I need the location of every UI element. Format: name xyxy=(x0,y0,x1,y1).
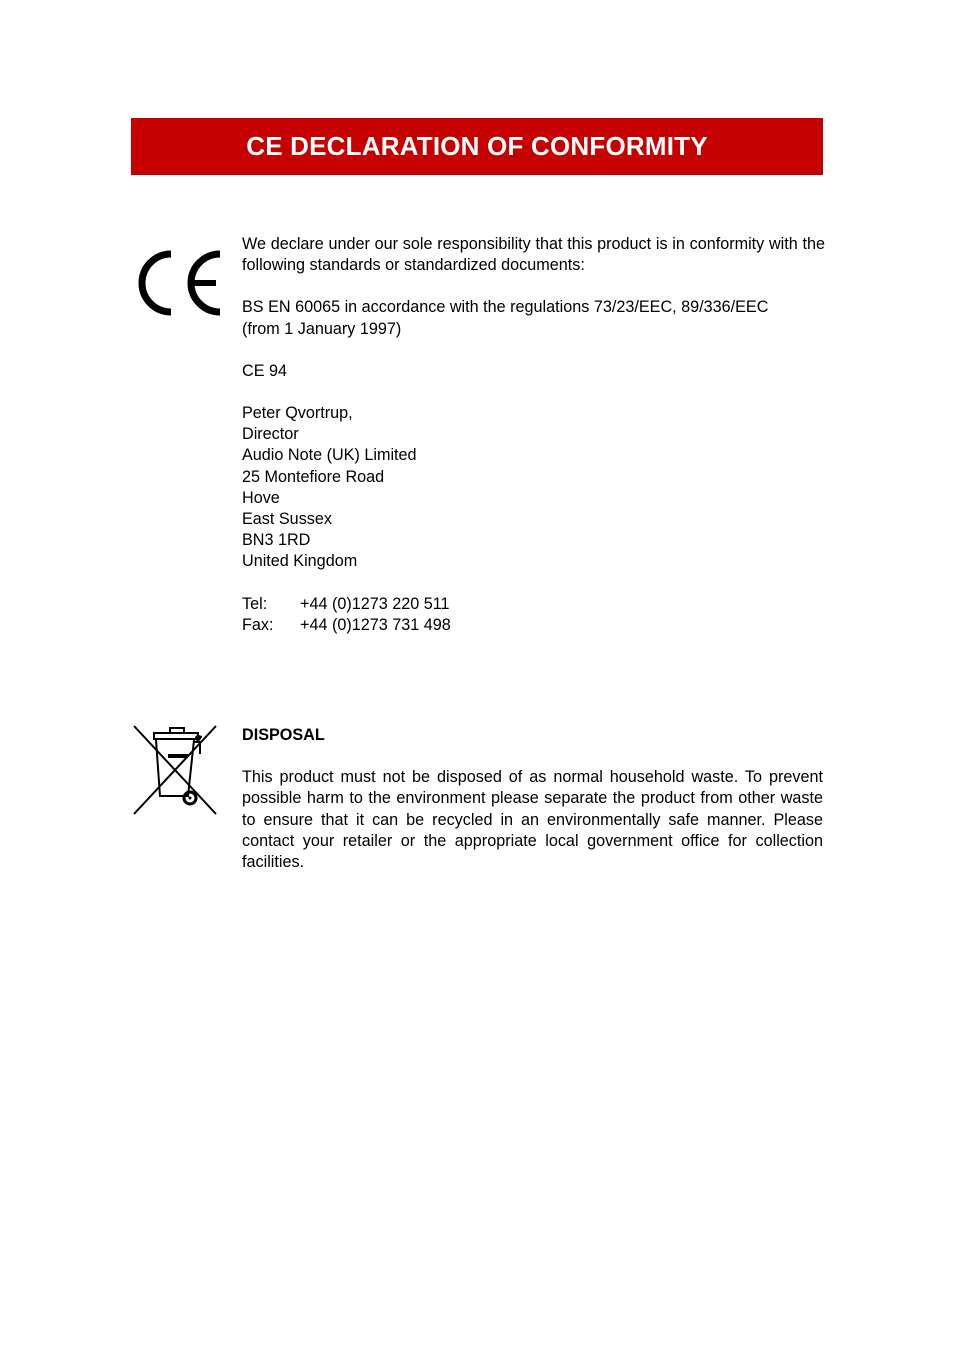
disposal-block xyxy=(242,725,823,873)
tel-label: Tel: xyxy=(242,594,268,613)
address-line: BN3 1RD xyxy=(242,531,311,550)
address-line: Director xyxy=(242,425,299,444)
ce-code: CE 94 xyxy=(242,361,287,380)
ce-mark-icon xyxy=(132,248,224,318)
fax-label: Fax: xyxy=(242,615,274,634)
address-line: Hove xyxy=(242,488,280,507)
disposal-text: This product must not be disposed of as normal household waste. To prevent possible harm to the environment please separate the product from other waste to ensure that it can be recycled in an environmentally safe manner. Please contact your retailer or the appropriate local government office for collection facilities. xyxy=(242,768,823,872)
crossed-out-wheelie-bin-icon xyxy=(132,724,218,816)
address-line: 25 Montefiore Road xyxy=(242,467,385,486)
address-line: Peter Qvortrup, xyxy=(242,404,353,423)
address-block xyxy=(242,403,825,573)
page-title: CE DECLARATION OF CONFORMITY xyxy=(246,131,708,161)
disposal-heading: DISPOSAL xyxy=(242,726,325,744)
tel-value: +44 (0)1273 220 511 xyxy=(300,594,450,613)
standard-line-1: BS EN 60065 in accordance with the regulations 73/23/EEC, 89/336/EEC xyxy=(242,298,769,317)
address-line: United Kingdom xyxy=(242,552,358,571)
header-banner xyxy=(131,118,823,175)
address-line: East Sussex xyxy=(242,510,332,529)
standard-line-2: (from 1 January 1997) xyxy=(242,319,402,338)
tel-row xyxy=(242,594,825,615)
fax-value: +44 (0)1273 731 498 xyxy=(300,615,451,634)
fax-row xyxy=(242,615,825,636)
address-line: Audio Note (UK) Limited xyxy=(242,446,417,465)
declaration-block xyxy=(242,234,825,636)
declaration-intro: We declare under our sole responsibility that this product is in conformity with the following standards or standardized documents: xyxy=(242,235,825,275)
